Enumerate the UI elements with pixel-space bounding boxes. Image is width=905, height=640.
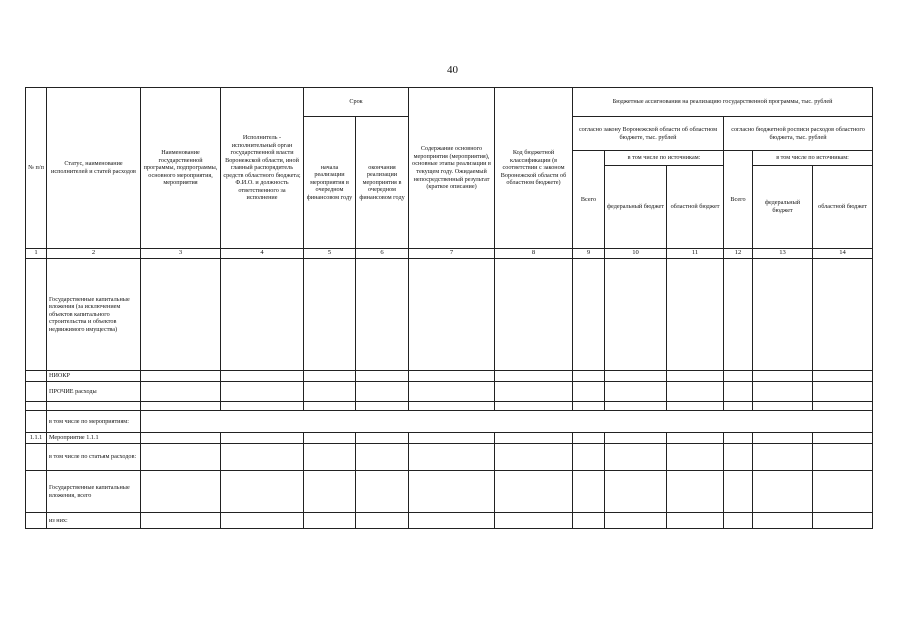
- column-number: 2: [47, 249, 141, 259]
- header-budget-code: Код бюджетной классификации (в соответствии с законом Воронежской области об областном бюджете): [495, 88, 573, 249]
- table-row: [26, 402, 873, 411]
- header-status: Статус, наименование исполнителей и статей расходов: [47, 88, 141, 249]
- header-term: Срок: [304, 88, 409, 117]
- column-number: 7: [409, 249, 495, 259]
- budget-table: [25, 87, 873, 529]
- column-number: 5: [304, 249, 356, 259]
- row-label-incl-items: в том числе по статьям расходов:: [47, 444, 141, 471]
- column-number: 12: [724, 249, 753, 259]
- table-row: [26, 411, 873, 433]
- event-number: 1.1.1: [26, 433, 47, 444]
- header-sources-roster: в том числе по источникам:: [753, 151, 873, 166]
- column-number: 6: [356, 249, 409, 259]
- row-label-of-which: из них:: [47, 513, 141, 529]
- table-row: [26, 471, 873, 513]
- header-start: начала реализации мероприятия в очередном финансовом году: [304, 117, 356, 249]
- table-row: [26, 513, 873, 529]
- column-number: 14: [813, 249, 873, 259]
- table-row: [26, 259, 873, 371]
- row-label-capital-total: Государственные капитальные вложения, всего: [47, 471, 141, 513]
- header-by-law: согласно закону Воронежской области об областном бюджете, тыс. рублей: [573, 117, 724, 151]
- column-number-row: [26, 249, 873, 259]
- table-row: [26, 444, 873, 471]
- header-budget-allocations: Бюджетные ассигнования на реализацию государственной программы, тыс. рублей: [573, 88, 873, 117]
- table-row: [26, 382, 873, 402]
- column-number: 4: [221, 249, 304, 259]
- header-num: № п/п: [26, 88, 47, 249]
- header-regional-law: областной бюджет: [667, 166, 724, 249]
- header-federal-roster: федеральный бюджет: [753, 166, 813, 249]
- page-number: 40: [447, 64, 458, 76]
- header-federal-law: федеральный бюджет: [605, 166, 667, 249]
- header-sources-law: в том числе по источникам:: [605, 151, 724, 166]
- header-total-roster: Всего: [724, 151, 753, 249]
- header-regional-roster: областной бюджет: [813, 166, 873, 249]
- header-total-law: Всего: [573, 151, 605, 249]
- table-row: [26, 371, 873, 382]
- table-row: [26, 433, 873, 444]
- row-label-other: ПРОЧИЕ расходы: [47, 382, 141, 402]
- header-by-roster: согласно бюджетной росписи расходов областного бюджета, тыс. рублей: [724, 117, 873, 151]
- header-end: окончания реализации мероприятия в очередном финансовом году: [356, 117, 409, 249]
- column-number: 9: [573, 249, 605, 259]
- header-program-name: Наименование государственной программы, подпрограммы, основного мероприятия, мероприятия: [141, 88, 221, 249]
- column-number: 10: [605, 249, 667, 259]
- row-label-niokr: НИОКР: [47, 371, 141, 382]
- column-number: 11: [667, 249, 724, 259]
- header-content: Содержание основного мероприятия (мероприятия), основные этапы реализации в текущем году. Ожидаемый непосредственный результат (краткое описание): [409, 88, 495, 249]
- header-executor: Исполнитель - исполнительный орган государственной власти Воронежской области, иной главный распорядитель средств областного бюджета; Ф.И.О. и должность ответственного за исполнение: [221, 88, 304, 249]
- column-number: 1: [26, 249, 47, 259]
- column-number: 8: [495, 249, 573, 259]
- column-number: 13: [753, 249, 813, 259]
- column-number: 3: [141, 249, 221, 259]
- row-label-capital: Государственные капитальные вложения (за исключением объектов капитального строительства и объектов недвижимого имущества): [47, 259, 141, 371]
- row-label-incl-events: в том числе по мероприятиям:: [47, 411, 141, 433]
- event-name: Мероприятие 1.1.1: [47, 433, 141, 444]
